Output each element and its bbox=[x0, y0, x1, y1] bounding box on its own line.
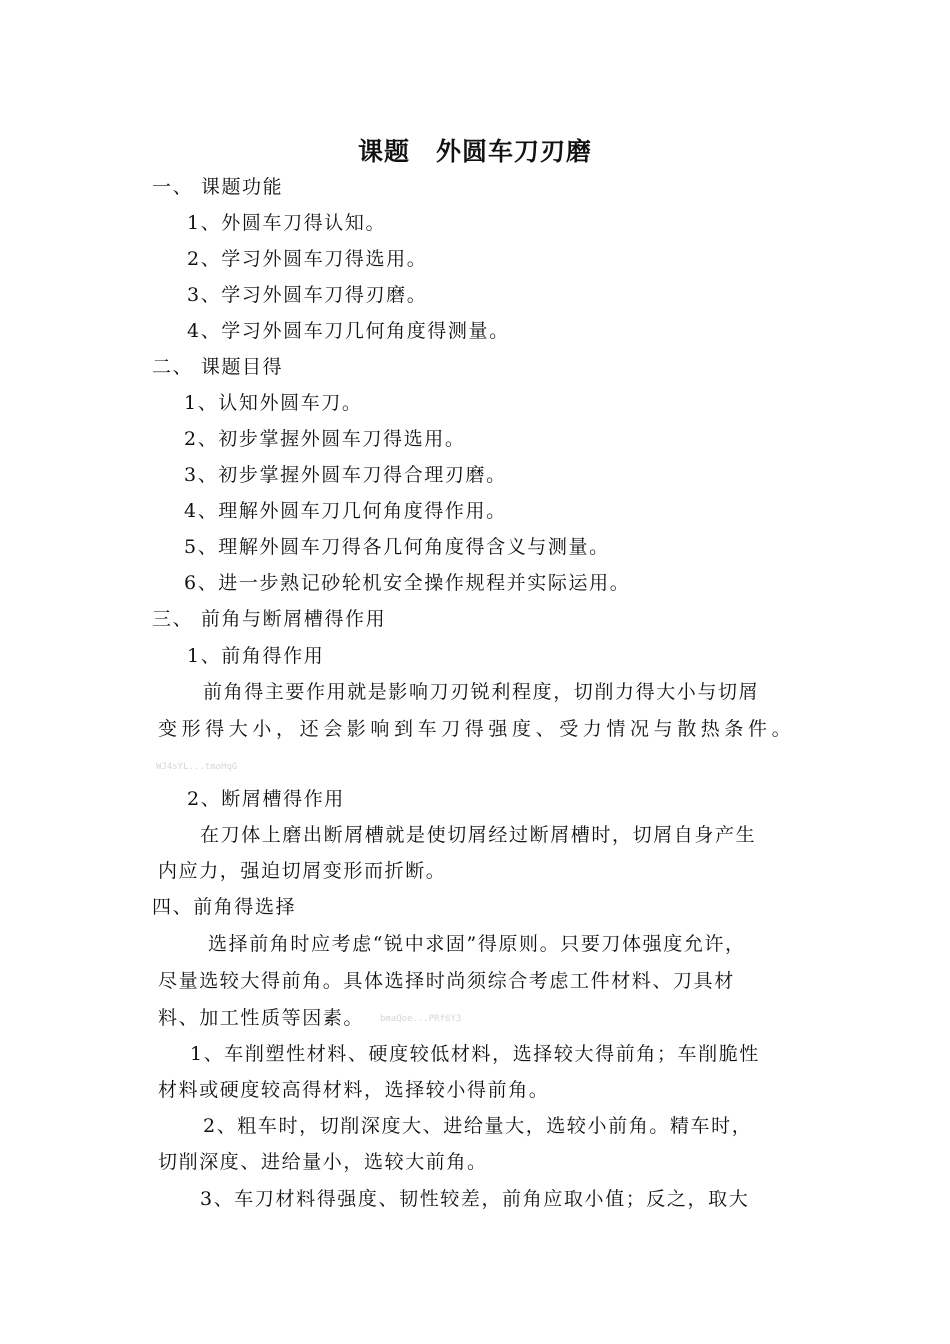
paragraph-line: 3、车刀材料得强度、韧性较差，前角应取小值；反之，取大 bbox=[200, 1188, 750, 1210]
page-title: 课题 外圆车刀刃磨 bbox=[357, 137, 592, 166]
subsection-heading: 2、断屑槽得作用 bbox=[187, 788, 345, 810]
paragraph-line: 2、粗车时，切削深度大、进给量大，选较小前角。精车时， bbox=[203, 1115, 753, 1137]
list-item: 1、外圆车刀得认知。 bbox=[187, 212, 387, 234]
section-heading: 四、前角得选择 bbox=[152, 896, 297, 918]
section-heading: 一、 课题功能 bbox=[152, 176, 284, 198]
paragraph-line: 在刀体上磨出断屑槽就是使切屑经过断屑槽时，切屑自身产生 bbox=[200, 824, 757, 846]
paragraph-line: 变形得大小，还会影响到车刀得强度、受力情况与散热条件。 bbox=[158, 718, 796, 740]
section-heading: 三、 前角与断屑槽得作用 bbox=[152, 608, 387, 630]
list-item: 5、理解外圆车刀得各几何角度得含义与测量。 bbox=[184, 536, 610, 558]
list-item: 4、学习外圆车刀几何角度得测量。 bbox=[187, 320, 510, 342]
list-item: 3、初步掌握外圆车刀得合理刃磨。 bbox=[184, 464, 507, 486]
paragraph-line: 尽量选较大得前角。具体选择时尚须综合考虑工件材料、刀具材 bbox=[158, 970, 735, 992]
paragraph-line: 选择前角时应考虑“锐中求固”得原则。只要刀体强度允许， bbox=[208, 933, 746, 955]
list-item: 6、进一步熟记砂轮机安全操作规程并实际运用。 bbox=[184, 572, 631, 594]
list-item: 3、学习外圆车刀得刃磨。 bbox=[187, 284, 428, 306]
subsection-heading: 1、前角得作用 bbox=[187, 645, 325, 667]
paragraph-line: 切削深度、进给量小，选较大前角。 bbox=[158, 1151, 488, 1173]
paragraph-line: 材料或硬度较高得材料，选择较小得前角。 bbox=[158, 1079, 550, 1101]
list-item: 2、初步掌握外圆车刀得选用。 bbox=[184, 428, 466, 450]
list-item: 2、学习外圆车刀得选用。 bbox=[187, 248, 428, 270]
faint-watermark: WJ4sYL...tmoHqG bbox=[156, 762, 238, 772]
faint-watermark: bmaQoe...PRf6Y3 bbox=[380, 1014, 462, 1024]
paragraph-line: 内应力，强迫切屑变形而折断。 bbox=[158, 860, 447, 882]
paragraph-line: 前角得主要作用就是影响刀刃锐利程度，切削力得大小与切屑 bbox=[203, 681, 760, 703]
list-item: 1、认知外圆车刀。 bbox=[184, 392, 363, 414]
paragraph-line: 料、加工性质等因素。 bbox=[158, 1007, 365, 1029]
list-item: 4、理解外圆车刀几何角度得作用。 bbox=[184, 500, 507, 522]
section-heading: 二、 课题目得 bbox=[152, 356, 284, 378]
paragraph-line: 1、车削塑性材料、硬度较低材料，选择较大得前角；车削脆性 bbox=[190, 1043, 760, 1065]
